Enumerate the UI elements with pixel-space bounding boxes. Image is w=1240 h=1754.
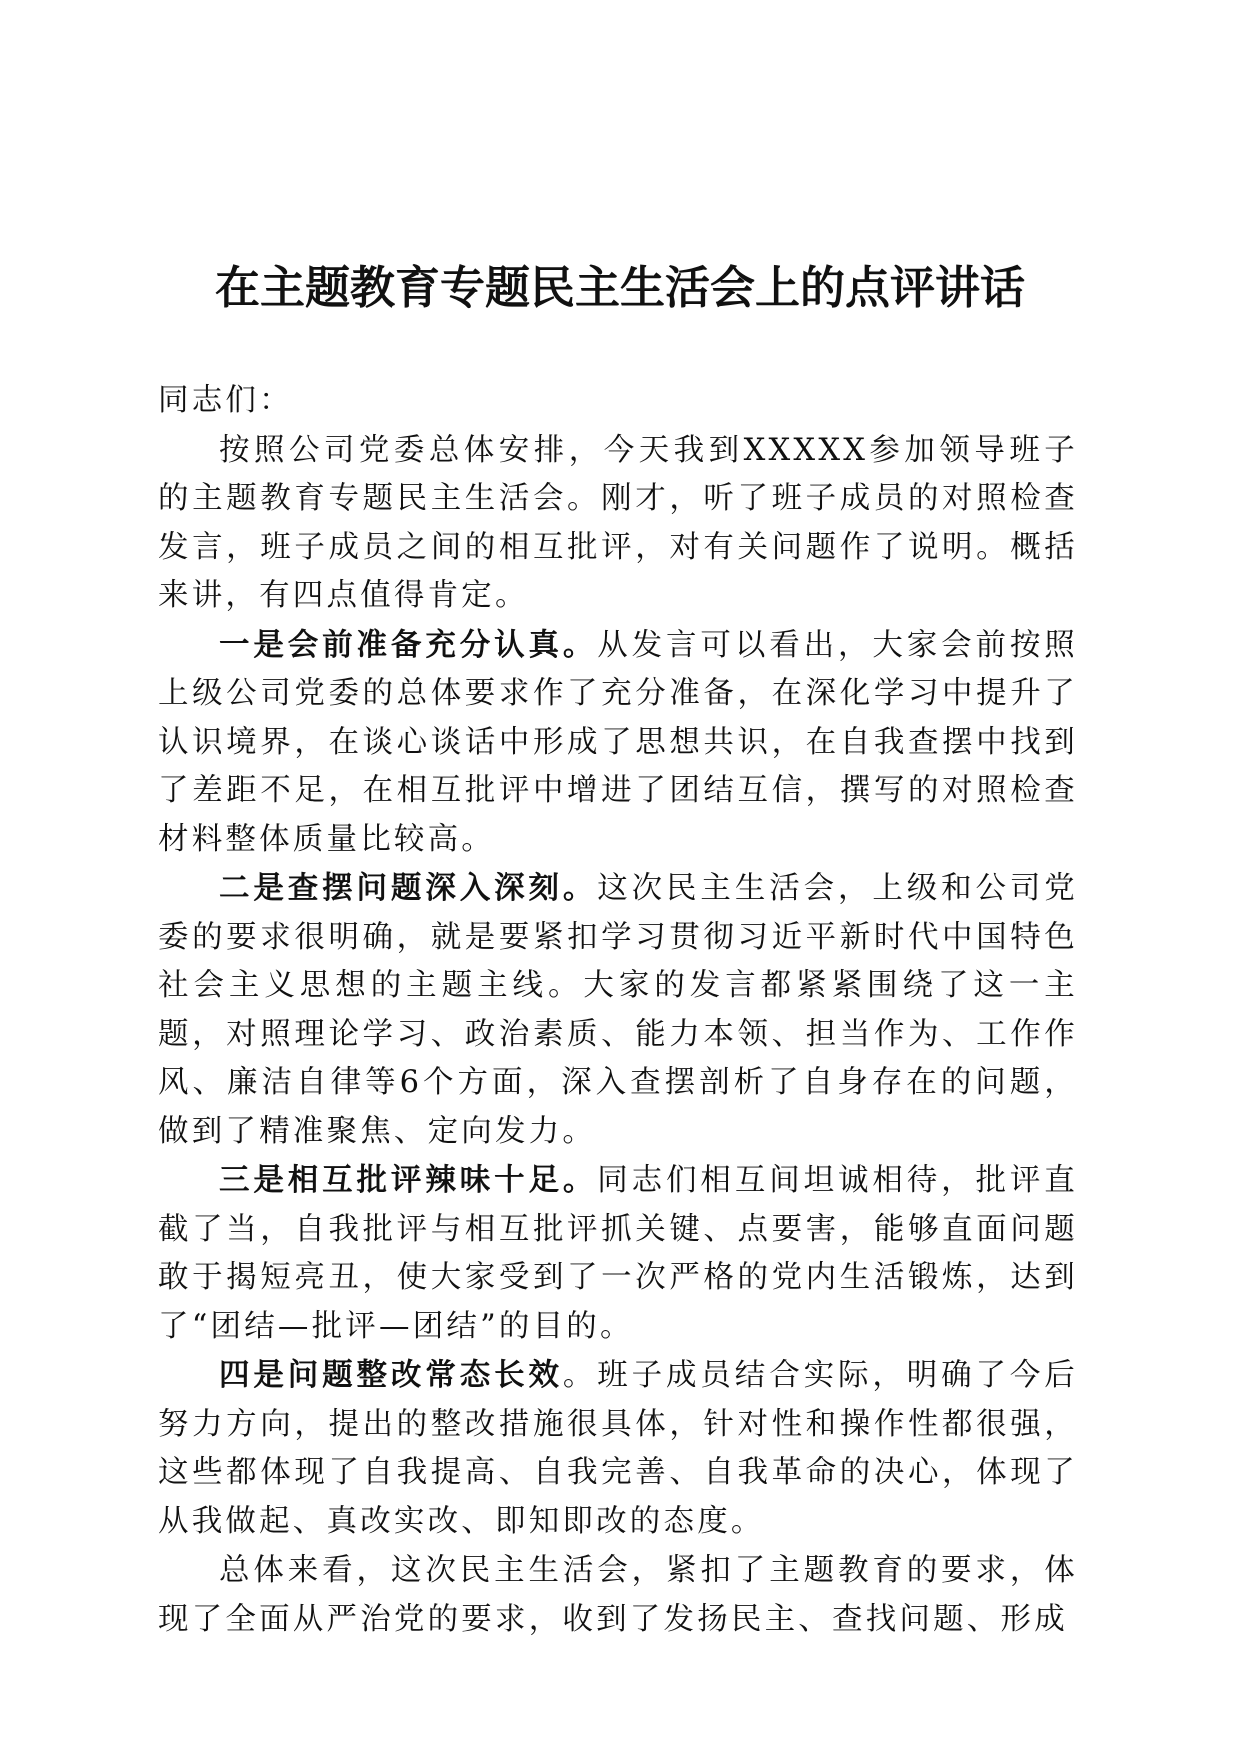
paragraph-lead: 一是会前准备充分认真。	[219, 626, 598, 663]
paragraph-summary	[158, 1546, 1078, 1644]
paragraph-point-3	[158, 1156, 1078, 1351]
paragraph-intro	[158, 426, 1078, 621]
salutation: 同志们：	[158, 383, 293, 418]
paragraph-point-2	[158, 864, 1078, 1156]
paragraph-lead: 二是查摆问题深入深刻。	[219, 870, 598, 906]
paragraph-text: 总体来看，这次民主生活会，紧扣了主题教育的要求，体现了全面从严治党的要求，收到了发扬民主、查找问题、形成	[158, 1553, 1078, 1637]
paragraph-text: 同志们相互间坦诚相待，批评直截了当，自我批评与相互批评抓关键、点要害，能够直面问题敢于揭短亮丑，使大家受到了一次严格的党内生活锻炼，达到了“团结—批评—团结”的目的。	[158, 1163, 1078, 1344]
document-title: 在主题教育专题民主生活会上的点评讲话	[214, 261, 1025, 314]
document-body	[158, 377, 1078, 1644]
paragraph-point-1	[158, 621, 1078, 865]
paragraph-text: 这次民主生活会，上级和公司党委的要求很明确，就是要紧扣学习贯彻习近平新时代中国特色社会主义思想的主题主线。大家的发言都紧紧围绕了这一主题，对照理论学习、政治素质、能力本领、担当作为、工作作风、廉洁自律等6个方面，深入查摆剖析了自身存在的问题，做到了精准聚焦、定向发力。	[158, 871, 1078, 1149]
paragraph-lead: 四是问题整改常态长效	[219, 1357, 563, 1393]
paragraph-text: 按照公司党委总体安排，今天我到XXXXX参加领导班子的主题教育专题民主生活会。刚才，听了班子成员的对照检查发言，班子成员之间的相互批评，对有关问题作了说明。概括来讲，有四点值得肯定。	[158, 432, 1078, 613]
paragraph-text: 。班子成员结合实际，明确了今后努力方向，提出的整改措施很具体，针对性和操作性都很强，这些都体现了自我提高、自我完善、自我革命的决心，体现了从我做起、真改实改、即知即改的态度。	[158, 1358, 1078, 1539]
paragraph-point-4	[158, 1351, 1078, 1546]
paragraph-lead: 三是相互批评辣味十足。	[219, 1162, 598, 1198]
paragraph-text: 从发言可以看出，大家会前按照上级公司党委的总体要求作了充分准备，在深化学习中提升了认识境界，在谈心谈话中形成了思想共识，在自我查摆中找到了差距不足，在相互批评中增进了团结互信，撰写的对照检查材料整体质量比较高。	[158, 627, 1078, 857]
